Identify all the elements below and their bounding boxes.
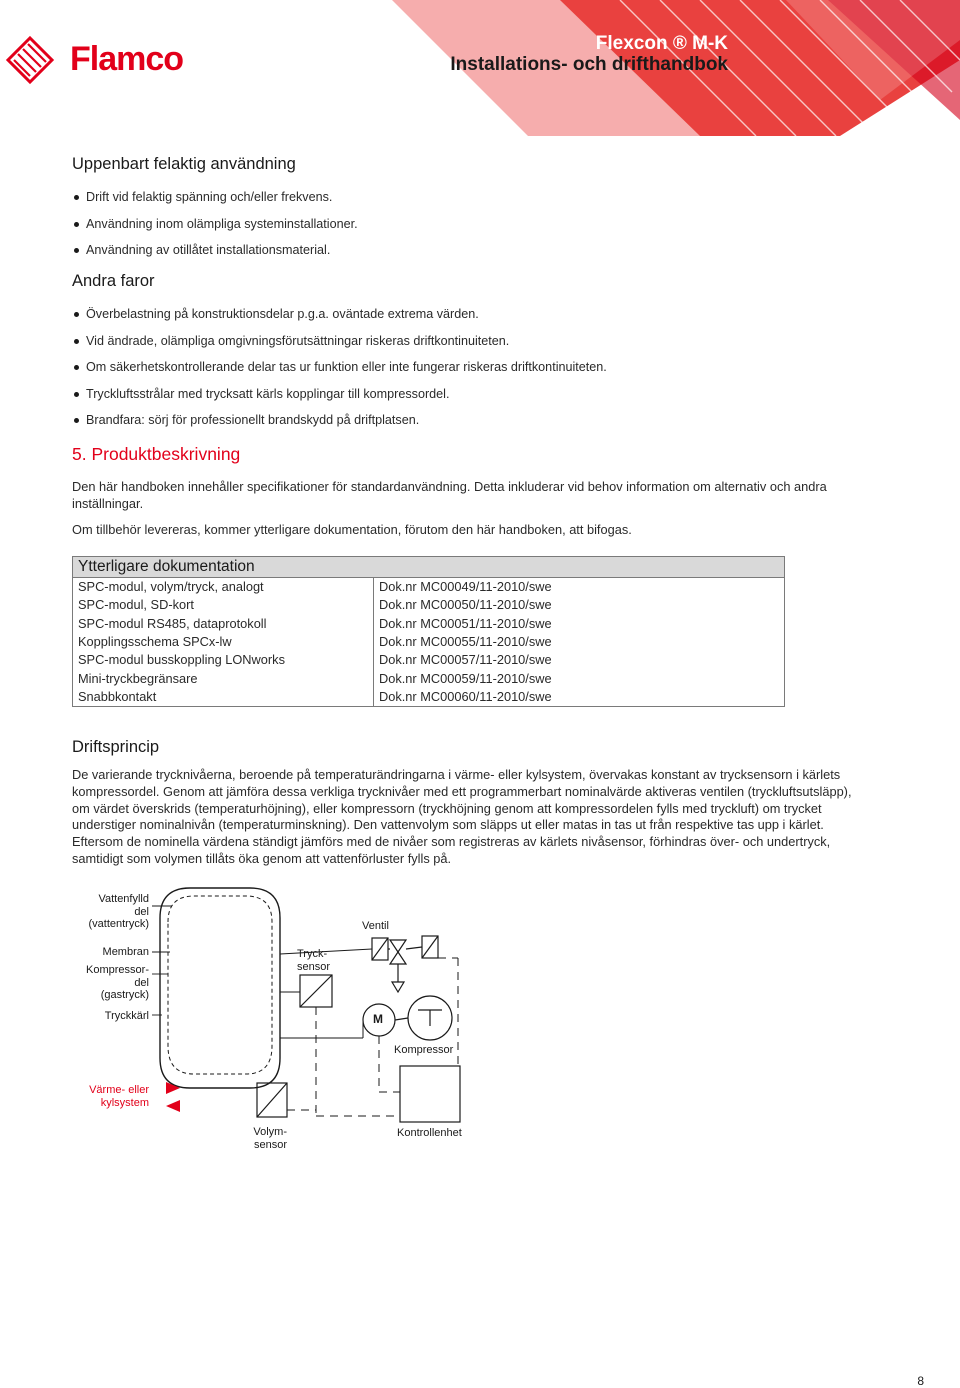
list-item: Vid ändrade, olämpliga omgivningsförutsättningar riskeras driftkontinuiteten. [74, 333, 607, 360]
other-risks-heading: Andra faror [72, 272, 155, 290]
list-item: Användning inom olämpliga systeminstallationer. [74, 216, 358, 243]
list-item: Överbelastning på konstruktionsdelar p.g.a. oväntade extrema värden. [74, 306, 607, 333]
table-cell-doc: Dok.nr MC00049/11-2010/swe [374, 578, 785, 597]
table-cell-doc: Dok.nr MC00051/11-2010/swe [374, 615, 785, 633]
other-risks-list [74, 306, 607, 439]
label-vessel: Tryckkärl [104, 1010, 149, 1022]
product-accessories-text: Om tillbehör levereras, kommer ytterligare dokumentation, förutom den här handboken, att bifogas. [72, 522, 632, 537]
list-item: Om säkerhetskontrollerande delar tas ur funktion eller inte fungerar riskeras driftkontinuiteten. [74, 359, 607, 386]
list-item: Brandfara: sörj för professionellt brandskydd på driftplatsen. [74, 412, 607, 439]
label-volume-sensor: Volym- sensor [253, 1126, 287, 1151]
table-row [73, 633, 785, 651]
pressure-sensor-icon [300, 975, 332, 1007]
document-title-subtitle: Installations- och drifthandbok [450, 54, 728, 75]
volume-sensor-icon [257, 1083, 287, 1117]
table-cell-name: SPC-modul busskoppling LONworks [73, 651, 374, 669]
table-row [73, 578, 785, 597]
flamco-logo-icon [8, 38, 52, 82]
page-number: 8 [917, 1374, 924, 1388]
table-row [73, 596, 785, 614]
table-cell-name: SPC-modul RS485, dataprotokoll [73, 615, 374, 633]
misuse-heading: Uppenbart felaktig användning [72, 155, 296, 173]
documentation-table [72, 556, 785, 707]
control-unit-icon [400, 1066, 460, 1122]
table-cell-doc: Dok.nr MC00059/11-2010/swe [374, 669, 785, 687]
signal-lines [287, 958, 458, 1116]
label-pressure-sensor: Tryck- sensor [297, 948, 331, 973]
table-cell-name: Kopplingsschema SPCx-lw [73, 633, 374, 651]
table-cell-name: Snabbkontakt [73, 688, 374, 707]
table-cell-name: Mini-tryckbegränsare [73, 669, 374, 687]
list-item: Drift vid felaktig spänning och/eller frekvens. [74, 189, 358, 216]
label-motor: M [373, 1012, 383, 1026]
table-row [73, 669, 785, 687]
operation-principle-text: De varierande trycknivåerna, beroende på temperaturändringarna i värme- eller kylsystem, övervakas konstant av trycksensorn i kärlets kompressordel. Genom att jämföra dessa verkliga trycknivåer med ett programmerbart nominalvärde aktiveras ventilen (tryckluftsutsläpp), om värdet överskrids (temperaturhöjning), eller kompressorn (tryckhöjning genom att kompressordelen fylls med tryckluft) om trycket understiger nominalnivån (temperaturminskning). Den vattenvolym som släpps ut eller matas in tas ut från respektive tas upp i kärlet. Eftersom de nominella värdena ständigt jämförs med de nivåer som registreras av kärlets nivåsensor, förhindras över- och undertryck, samtidigt som volymen tillåts öka genom att vattenförluster fylls på. [72, 767, 852, 866]
list-item: Användning av otillåtet installationsmaterial. [74, 242, 358, 269]
brand-name: Flamco [70, 40, 184, 78]
document-title-product: Flexcon ® M-K [595, 33, 728, 54]
product-description-heading: 5. Produktbeskrivning [72, 444, 241, 464]
table-row [73, 688, 785, 707]
table-row [73, 615, 785, 633]
table-cell-doc: Dok.nr MC00055/11-2010/swe [374, 633, 785, 651]
pressure-vessel-shape [160, 888, 280, 1088]
label-compressor-part: Kompressor- del (gastryck) [86, 964, 149, 1001]
misuse-list [74, 189, 358, 269]
label-compressor: Kompressor [394, 1044, 454, 1056]
label-valve: Ventil [362, 920, 389, 932]
table-cell-name: SPC-modul, SD-kort [73, 596, 374, 614]
product-description-text: Den här handboken innehåller specifikationer för standardanvändning. Detta inkluderar vid behov information om alternativ och andra inställningar. [72, 479, 827, 511]
label-control-unit: Kontrollenhet [397, 1127, 462, 1139]
document-title [450, 33, 728, 75]
documentation-table-header: Ytterligare dokumentation [73, 557, 785, 578]
label-water-part-text: Vattenfylld del (vattentryck) [88, 893, 149, 930]
table-cell-name: SPC-modul, volym/tryck, analogt [73, 578, 374, 597]
label-heating-system: Värme- eller kylsystem [89, 1084, 149, 1109]
label-water-part [60, 893, 149, 931]
table-cell-doc: Dok.nr MC00060/11-2010/swe [374, 688, 785, 707]
valve-icon [372, 936, 438, 992]
operation-principle-heading: Driftsprincip [72, 738, 160, 756]
diagram-leader-lines [152, 906, 172, 1015]
table-row [73, 651, 785, 669]
table-cell-doc: Dok.nr MC00050/11-2010/swe [374, 596, 785, 614]
label-membrane: Membran [102, 946, 149, 958]
table-cell-doc: Dok.nr MC00057/11-2010/swe [374, 651, 785, 669]
list-item: Tryckluftsstrålar med trycksatt kärls kopplingar till kompressordel. [74, 386, 607, 413]
